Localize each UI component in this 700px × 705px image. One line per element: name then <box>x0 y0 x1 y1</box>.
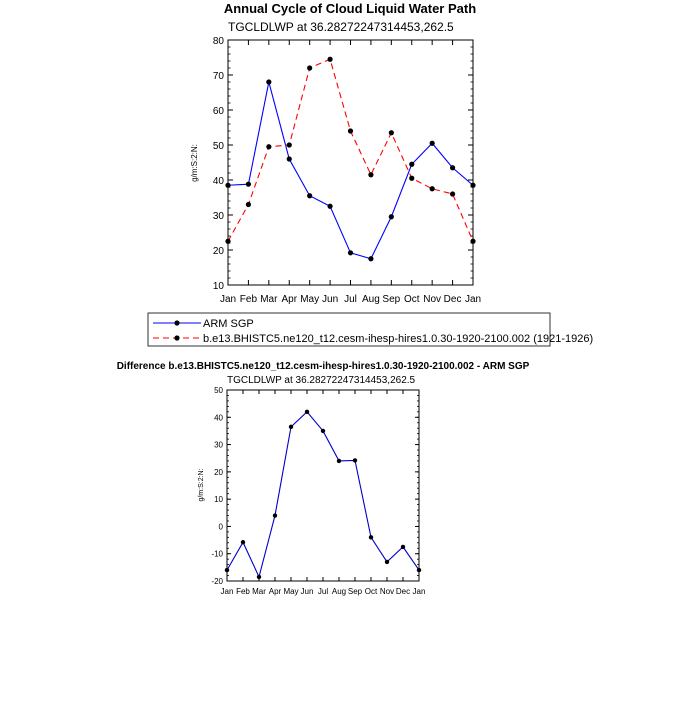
chart2-series-1-point <box>225 568 229 572</box>
chart1-ytick-label: 30 <box>212 211 224 222</box>
chart1-xtick-label: Feb <box>239 294 258 305</box>
chart2-series-1-point <box>417 568 421 572</box>
chart2-xtick-label: Mar <box>252 587 266 596</box>
chart1-ytick-label: 60 <box>212 106 224 117</box>
chart2-xtick-label: Aug <box>331 587 347 596</box>
chart2-ytick-label: 0 <box>218 522 223 532</box>
chart1-series-1-line <box>228 82 473 259</box>
chart1-ytick-label: 80 <box>212 36 224 47</box>
chart1-title: Annual Cycle of Cloud Liquid Water Path <box>223 1 477 16</box>
chart2-series-1-point <box>369 535 373 539</box>
chart2-xtick-label: Oct <box>364 587 378 596</box>
chart1-series-2-point <box>225 239 230 244</box>
chart2-series-1-point <box>257 575 261 579</box>
chart2-ytick-label: 50 <box>214 386 223 395</box>
chart1-ytick-label: 20 <box>212 246 224 257</box>
chart1-xtick-label: Sep <box>382 294 401 305</box>
chart1-series-1-point <box>266 79 271 84</box>
chart2-series-1-point <box>241 540 245 544</box>
chart1-series-2-point <box>246 202 251 207</box>
chart1-series-1-point <box>368 256 373 261</box>
chart1-series-1-point <box>225 183 230 188</box>
chart1-series-2-point <box>470 239 475 244</box>
legend <box>148 313 593 346</box>
chart2-subtitle: TGCLDLWP at 36.28272247314453,262.5 <box>227 375 416 386</box>
chart1-plot-frame <box>228 40 473 285</box>
chart1-xtick-label: Jan <box>464 294 482 305</box>
chart1-series-1-point <box>430 141 435 146</box>
chart1-xtick-label: Dec <box>443 294 462 305</box>
chart2-series-1-point <box>337 459 341 463</box>
chart1-xtick-label: Nov <box>423 294 442 305</box>
chart2-xtick-label: Apr <box>268 587 282 596</box>
chart2-series-1-line <box>227 412 419 577</box>
chart1-series-1-point <box>327 204 332 209</box>
chart1-series-2-line <box>228 59 473 241</box>
legend-label-model: b.e13.BHISTC5.ne120_t12.cesm-ihesp-hires1.0.30-1920-2100.002 (1921-1926) <box>203 333 594 345</box>
chart1-xtick-label: Aug <box>362 294 380 305</box>
chart2-series-1-point <box>273 513 277 517</box>
chart2-ytick-label: 40 <box>214 413 223 423</box>
legend-label-arm: ARM SGP <box>203 318 254 330</box>
chart1-xtick-label: May <box>300 294 320 305</box>
chart2-ylabel: g/m:S:2:N: <box>198 468 205 502</box>
legend-marker-model <box>174 335 179 340</box>
chart1-series-2-point <box>327 57 332 62</box>
chart1-xtick-label: Mar <box>260 294 278 305</box>
chart2-plot-frame <box>227 390 419 581</box>
chart1-series-2-point <box>430 186 435 191</box>
chart1-ylabel: g/m:S:2:N: <box>190 144 199 182</box>
chart1-xtick-label: Jul <box>344 294 357 305</box>
chart1-xtick-label: Jan <box>219 294 237 305</box>
chart1-xtick-label: Apr <box>281 294 298 305</box>
chart2-series-1-point <box>321 429 325 433</box>
chart2-xtick-label: Nov <box>379 587 395 596</box>
chart2-series-1-point <box>305 410 309 414</box>
chart1-series-2-point <box>450 191 455 196</box>
chart2-xtick-label: Jul <box>317 587 329 596</box>
chart1-series-1-point <box>287 156 292 161</box>
chart2-xtick-label: Jan <box>412 587 426 596</box>
chart1-ytick-label: 10 <box>212 281 224 292</box>
chart2-ytick-label: -10 <box>211 549 223 559</box>
chart1-series-2-point <box>389 130 394 135</box>
chart1-series-1-point <box>348 250 353 255</box>
chart1-ytick-label: 50 <box>212 141 224 152</box>
chart2-xtick-label: Jan <box>220 587 234 596</box>
chart1-series-1-point <box>389 214 394 219</box>
chart1-series-2-point <box>348 128 353 133</box>
chart1-series-1-point <box>470 183 475 188</box>
chart2-series-1-point <box>353 458 357 462</box>
chart1-series-1-point <box>450 165 455 170</box>
chart1-series-2-point <box>368 172 373 177</box>
chart1-plot <box>213 36 481 305</box>
chart2-ytick-label: 10 <box>214 495 223 505</box>
chart2-xtick-label: May <box>283 587 299 596</box>
chart2-ytick-label: 30 <box>214 440 223 450</box>
chart2-ytick-label: 20 <box>214 467 223 477</box>
chart1-xtick-label: Jun <box>322 294 339 305</box>
chart1-subtitle: TGCLDLWP at 36.28272247314453,262.5 <box>228 20 454 34</box>
chart1-xtick-label: Oct <box>403 294 420 305</box>
chart2-series-1-point <box>289 425 293 429</box>
chart2-xtick-label: Sep <box>347 587 363 596</box>
chart1-series-1-point <box>246 182 251 187</box>
chart1-series-2-point <box>266 144 271 149</box>
chart2-title: Difference b.e13.BHISTC5.ne120_t12.cesm-ihesp-hires1.0.30-1920-2100.002 - ARM SGP <box>116 361 530 372</box>
chart2-ytick-label: -20 <box>211 577 223 586</box>
chart2-series-1-point <box>385 560 389 564</box>
chart1-series-1-point <box>409 162 414 167</box>
chart1-series-2-point <box>409 176 414 181</box>
chart1-series-1-point <box>307 193 312 198</box>
chart1-ytick-label: 70 <box>212 71 224 82</box>
chart2-xtick-label: Feb <box>236 587 250 596</box>
chart1-series-2-point <box>287 142 292 147</box>
chart1-ytick-label: 40 <box>212 176 224 187</box>
chart1-series-2-point <box>307 65 312 70</box>
chart2-xtick-label: Jun <box>300 587 314 596</box>
chart2-series-1-point <box>401 545 405 549</box>
legend-marker-arm <box>174 320 179 325</box>
chart2-plot <box>211 386 425 596</box>
chart2-xtick-label: Dec <box>395 587 411 596</box>
